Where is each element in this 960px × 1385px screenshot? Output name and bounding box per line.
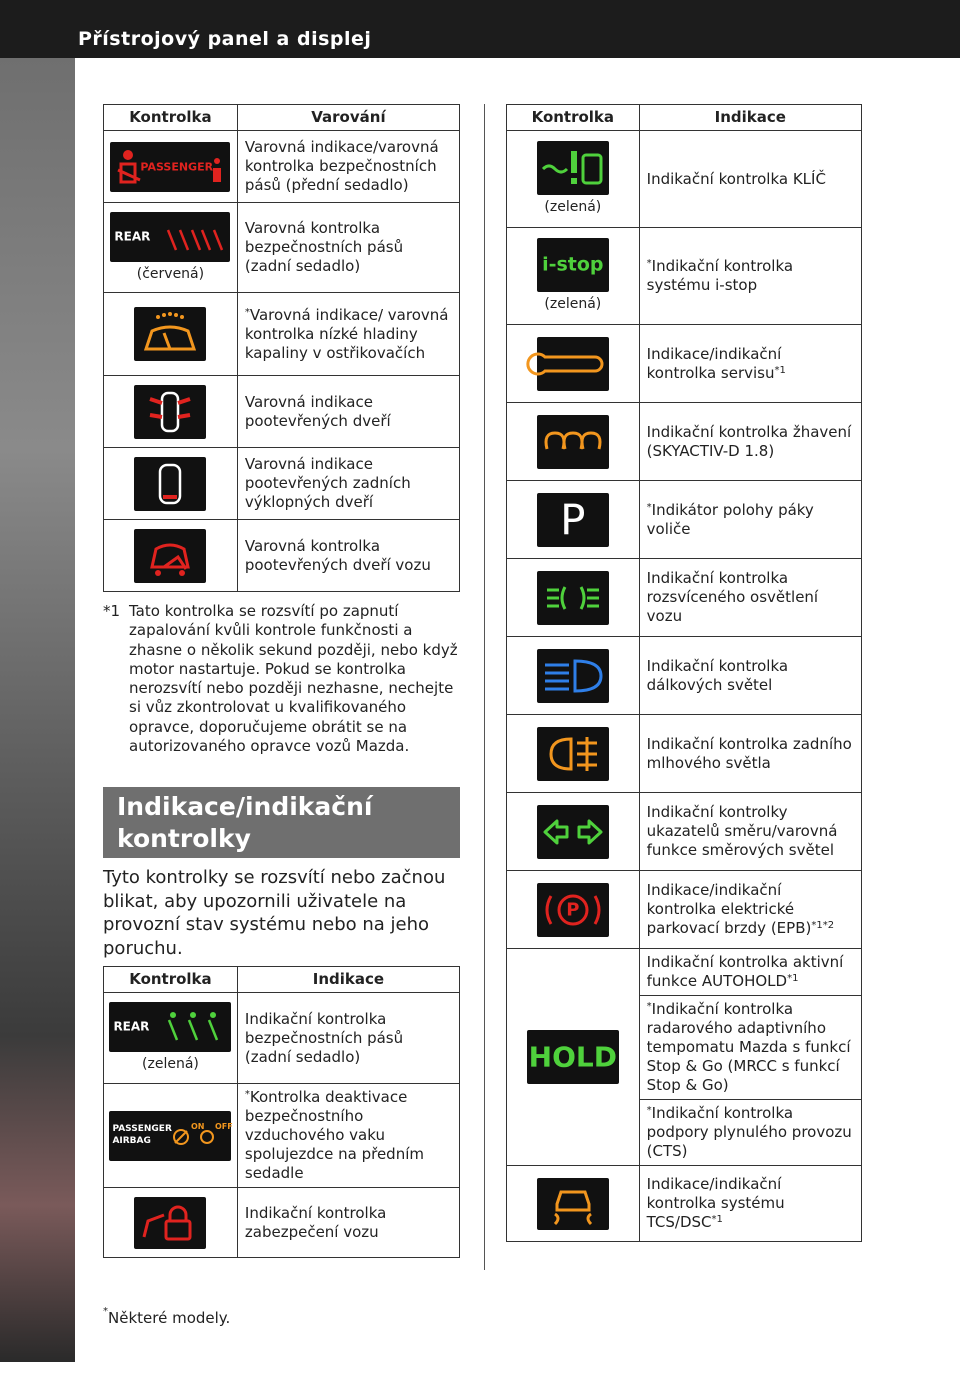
icon-caption: (zelená) bbox=[142, 1056, 199, 1072]
section-heading: Indikace/indikační kontrolky bbox=[103, 787, 460, 858]
rear-seatbelt-green-icon: REAR bbox=[109, 1002, 231, 1052]
table-row bbox=[507, 481, 862, 559]
row-text: Varovná indikace pootevřených dveří bbox=[237, 376, 459, 448]
tcs-dsc-icon bbox=[537, 1178, 609, 1230]
table-row bbox=[104, 1188, 460, 1258]
table-row bbox=[507, 637, 862, 715]
row-text: Indikace/indikační kontrolka systému TCS/DSC$^{*1}$ bbox=[639, 1166, 861, 1242]
table-row bbox=[507, 715, 862, 793]
position-lights-icon bbox=[537, 571, 609, 625]
turn-signal-icon bbox=[537, 805, 609, 859]
table-row bbox=[507, 871, 862, 949]
washer-fluid-icon bbox=[134, 307, 206, 361]
row-text: Indikační kontrolka zabezpečení vozu bbox=[237, 1188, 459, 1258]
svg-text:ON: ON bbox=[191, 1121, 205, 1131]
page-title: Přístrojový panel a displej bbox=[78, 28, 372, 50]
indicator-table-left bbox=[103, 966, 460, 1258]
table-row bbox=[507, 131, 862, 228]
row-text: *Kontrolka deaktivace bezpečnostního vzduchového vaku spolujezdce na předním sedadle bbox=[237, 1084, 459, 1188]
row-text: *Indikační kontrolka radarového adaptivního tempomatu Mazda s funkcí Stop & Go (MRCC s funkcí Stop & Go) bbox=[639, 996, 861, 1100]
row-text: Indikační kontrolky ukazatelů směru/varovná funkce směrových světel bbox=[639, 793, 861, 871]
row-text: Indikace/indikační kontrolka elektrické parkovací brzdy (EPB)$^{*1*2}$ bbox=[639, 871, 861, 949]
column-header: Kontrolka bbox=[104, 105, 238, 131]
row-text: Varovná indikace pootevřených zadních výklopných dveří bbox=[237, 448, 459, 520]
warning-table bbox=[103, 104, 460, 592]
table-row bbox=[507, 403, 862, 481]
row-text: Indikační kontrolka zadního mlhového světla bbox=[639, 715, 861, 793]
section-intro: Tyto kontrolky se rozsvítí nebo začnou blikat, aby upozornili uživatele na provozní stav systému nebo na jeho poruchu. bbox=[103, 867, 446, 959]
row-text: *Varovná indikace/ varovná kontrolka nízké hladiny kapaliny v ostřikovačích bbox=[237, 293, 459, 376]
row-text: *Indikátor polohy páky voliče bbox=[639, 481, 861, 559]
table-row bbox=[104, 131, 460, 203]
passenger-airbag-icon: PASSENGER AIRBAG ON OFF bbox=[109, 1111, 231, 1161]
svg-text:OFF: OFF bbox=[215, 1121, 234, 1131]
row-text: Indikační kontrolka KLÍČ bbox=[639, 131, 861, 228]
column-header: Kontrolka bbox=[507, 105, 640, 131]
seatbelt-passenger-icon: PASSENGER bbox=[110, 142, 230, 192]
column-header: Indikace bbox=[237, 967, 459, 993]
column-header: Kontrolka bbox=[104, 967, 238, 993]
page-number: 4-16 bbox=[16, 1360, 72, 1385]
table-row bbox=[507, 325, 862, 403]
row-text: Indikační kontrolka dálkových světel bbox=[639, 637, 861, 715]
icon-caption: (zelená) bbox=[544, 296, 602, 312]
table-row bbox=[507, 793, 862, 871]
row-text: *Indikační kontrolka podpory plynulého provozu (CTS) bbox=[639, 1100, 861, 1166]
hold-icon: HOLD bbox=[527, 1030, 619, 1084]
row-text: Indikační kontrolka aktivní funkce AUTOHOLD$^{*1}$ bbox=[639, 949, 861, 996]
security-lock-icon bbox=[134, 1197, 206, 1249]
liftgate-open-icon bbox=[134, 457, 206, 511]
park-position-icon: P bbox=[537, 493, 609, 547]
row-text: Indikační kontrolka bezpečnostních pásů (zadní sedadlo) bbox=[237, 993, 459, 1084]
row-text: Varovná indikace/varovná kontrolka bezpečnostních pásů (přední sedadlo) bbox=[237, 131, 459, 203]
table-row bbox=[507, 949, 862, 996]
table-row bbox=[104, 1084, 460, 1188]
vehicle-door-open-icon bbox=[134, 529, 206, 583]
row-text: Varovná kontrolka bezpečnostních pásů (zadní sedadlo) bbox=[237, 203, 459, 293]
icon-caption: (zelená) bbox=[544, 199, 602, 215]
parking-brake-icon: P bbox=[537, 883, 609, 937]
row-text: Varovná kontrolka pootevřených dveří vozu bbox=[237, 520, 459, 592]
table-row bbox=[104, 520, 460, 592]
key-icon bbox=[537, 141, 609, 195]
i-stop-icon: i-stop bbox=[537, 238, 609, 292]
chapter-sidebar bbox=[0, 58, 75, 1385]
column-header: Varování bbox=[237, 105, 459, 131]
row-text: Indikační kontrolka rozsvíceného osvětlení vozu bbox=[639, 559, 861, 637]
rear-fog-icon bbox=[537, 727, 609, 781]
footnote-1: *1 Tato kontrolka se rozsvítí po zapnutí zapalování kvůli kontrole funkčnosti a zhasne o několik sekund později, nebo když motor nastartuje. Pokud se kontrolka nerozsvítí nebo později nezhasne, nechejte si vůz zkontrolovat u kvalifikovaného opravce, doporučujeme obrátit se na autorizovaného opravce vozů Mazda. bbox=[103, 602, 458, 756]
row-text: Indikační kontrolka žhavení (SKYACTIV-D 1.8) bbox=[639, 403, 861, 481]
indicator-table-right bbox=[506, 104, 862, 1242]
rear-seatbelt-icon: REAR bbox=[110, 212, 230, 262]
table-row bbox=[104, 448, 460, 520]
row-text: *Indikační kontrolka systému i-stop bbox=[639, 228, 861, 325]
table-row bbox=[104, 293, 460, 376]
table-row bbox=[507, 1166, 862, 1242]
table-row bbox=[104, 203, 460, 293]
column-divider bbox=[484, 104, 485, 1270]
column-header: Indikace bbox=[639, 105, 861, 131]
row-text: Indikace/indikační kontrolka servisu$^{*1}$ bbox=[639, 325, 861, 403]
page-header bbox=[0, 0, 960, 58]
table-row bbox=[507, 228, 862, 325]
door-open-icon bbox=[134, 385, 206, 439]
high-beam-icon bbox=[537, 649, 609, 703]
glow-plug-icon bbox=[537, 415, 609, 469]
table-row bbox=[104, 376, 460, 448]
table-row bbox=[104, 993, 460, 1084]
icon-caption: (červená) bbox=[136, 265, 205, 282]
models-footnote: *Některé modely. bbox=[103, 1306, 231, 1327]
table-row bbox=[507, 559, 862, 637]
wrench-icon bbox=[537, 337, 609, 391]
